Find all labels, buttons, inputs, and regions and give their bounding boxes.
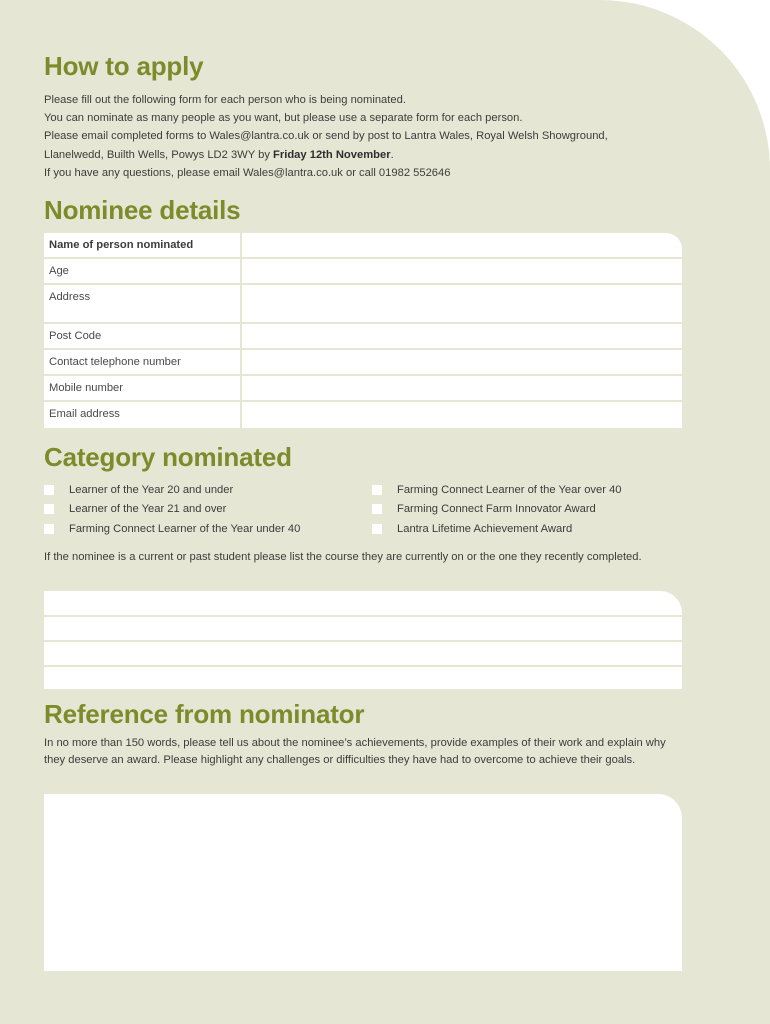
- student-course-prompt: If the nominee is a current or past student please list the course they are currently on or the one they recently completed.: [44, 551, 642, 563]
- category-option-fc-learner-over-40[interactable]: [372, 484, 622, 496]
- category-option-label: Learner of the Year 21 and over: [69, 503, 227, 515]
- checkbox[interactable]: [44, 485, 54, 495]
- field-label-age: Age: [44, 259, 242, 285]
- checkbox[interactable]: [44, 524, 54, 534]
- nominee-details-heading: Nominee details: [44, 195, 241, 225]
- table-row: [44, 324, 682, 350]
- category-heading: Category nominated: [44, 442, 292, 472]
- instruction-line-contact: If you have any questions, please email Wales@lantra.co.uk or call 01982 552646: [44, 166, 451, 179]
- field-label-address: Address: [44, 285, 242, 324]
- table-row: [44, 376, 682, 402]
- checkbox[interactable]: [372, 504, 382, 514]
- field-label-postcode: Post Code: [44, 324, 242, 350]
- category-option-label: Learner of the Year 20 and under: [69, 484, 234, 496]
- answer-line-divider: [44, 615, 682, 617]
- field-label-name: Name of person nominated: [44, 233, 242, 259]
- instruction-line: You can nominate as many people as you want, but please use a separate form for each person.: [44, 112, 523, 125]
- reference-prompt: In no more than 150 words, please tell us about the nominee’s achievements, provide examples of their work and explain why they deserve an award. Please highlight any challenges or difficulties they have had to overcome to achieve their goals.: [44, 737, 666, 766]
- deadline-date: Friday 12th November: [273, 148, 391, 161]
- category-option-label: Farming Connect Farm Innovator Award: [397, 503, 596, 515]
- nominee-details-table: [44, 233, 682, 428]
- course-answer-box[interactable]: [44, 591, 682, 689]
- instruction-line: Please fill out the following form for each person who is being nominated.: [44, 94, 406, 106]
- deadline-prefix: Llanelwedd, Builth Wells, Powys LD2 3WY by: [44, 148, 274, 161]
- telephone-field[interactable]: [242, 350, 682, 376]
- answer-line-divider: [44, 640, 682, 642]
- field-label-mobile: Mobile number: [44, 376, 242, 402]
- table-row: [44, 402, 682, 428]
- name-field[interactable]: [242, 233, 682, 259]
- category-option-label: Farming Connect Learner of the Year over 40: [397, 484, 622, 496]
- table-row: [44, 350, 682, 376]
- instruction-line-deadline: [44, 146, 704, 164]
- age-field[interactable]: [242, 259, 682, 285]
- category-option-fc-learner-under-40[interactable]: [44, 523, 300, 535]
- category-option-fc-farm-innovator[interactable]: [372, 503, 596, 515]
- instruction-line: Please email completed forms to Wales@lantra.co.uk or send by post to Lantra Wales, Royal Welsh Showground,: [44, 130, 608, 143]
- reference-answer-box[interactable]: [44, 794, 682, 971]
- answer-line-divider: [44, 665, 682, 667]
- email-field[interactable]: [242, 402, 682, 428]
- field-label-telephone: Contact telephone number: [44, 350, 242, 376]
- category-option-label: Farming Connect Learner of the Year under 40: [69, 523, 301, 535]
- checkbox[interactable]: [372, 524, 382, 534]
- table-row: [44, 233, 682, 259]
- address-field[interactable]: [242, 285, 682, 324]
- table-row: [44, 285, 682, 324]
- category-option-lifetime-achievement[interactable]: [372, 523, 572, 535]
- checkbox[interactable]: [44, 504, 54, 514]
- deadline-suffix: .: [390, 148, 394, 161]
- table-row: [44, 259, 682, 285]
- field-label-email: Email address: [44, 402, 242, 428]
- apply-instructions: [44, 91, 704, 182]
- reference-heading: Reference from nominator: [44, 699, 365, 729]
- category-option-learner-20-under[interactable]: [44, 484, 233, 496]
- how-to-apply-heading: How to apply: [44, 51, 204, 81]
- category-option-learner-21-over[interactable]: [44, 503, 226, 515]
- mobile-field[interactable]: [242, 376, 682, 402]
- postcode-field[interactable]: [242, 324, 682, 350]
- checkbox[interactable]: [372, 485, 382, 495]
- category-option-label: Lantra Lifetime Achievement Award: [397, 523, 573, 535]
